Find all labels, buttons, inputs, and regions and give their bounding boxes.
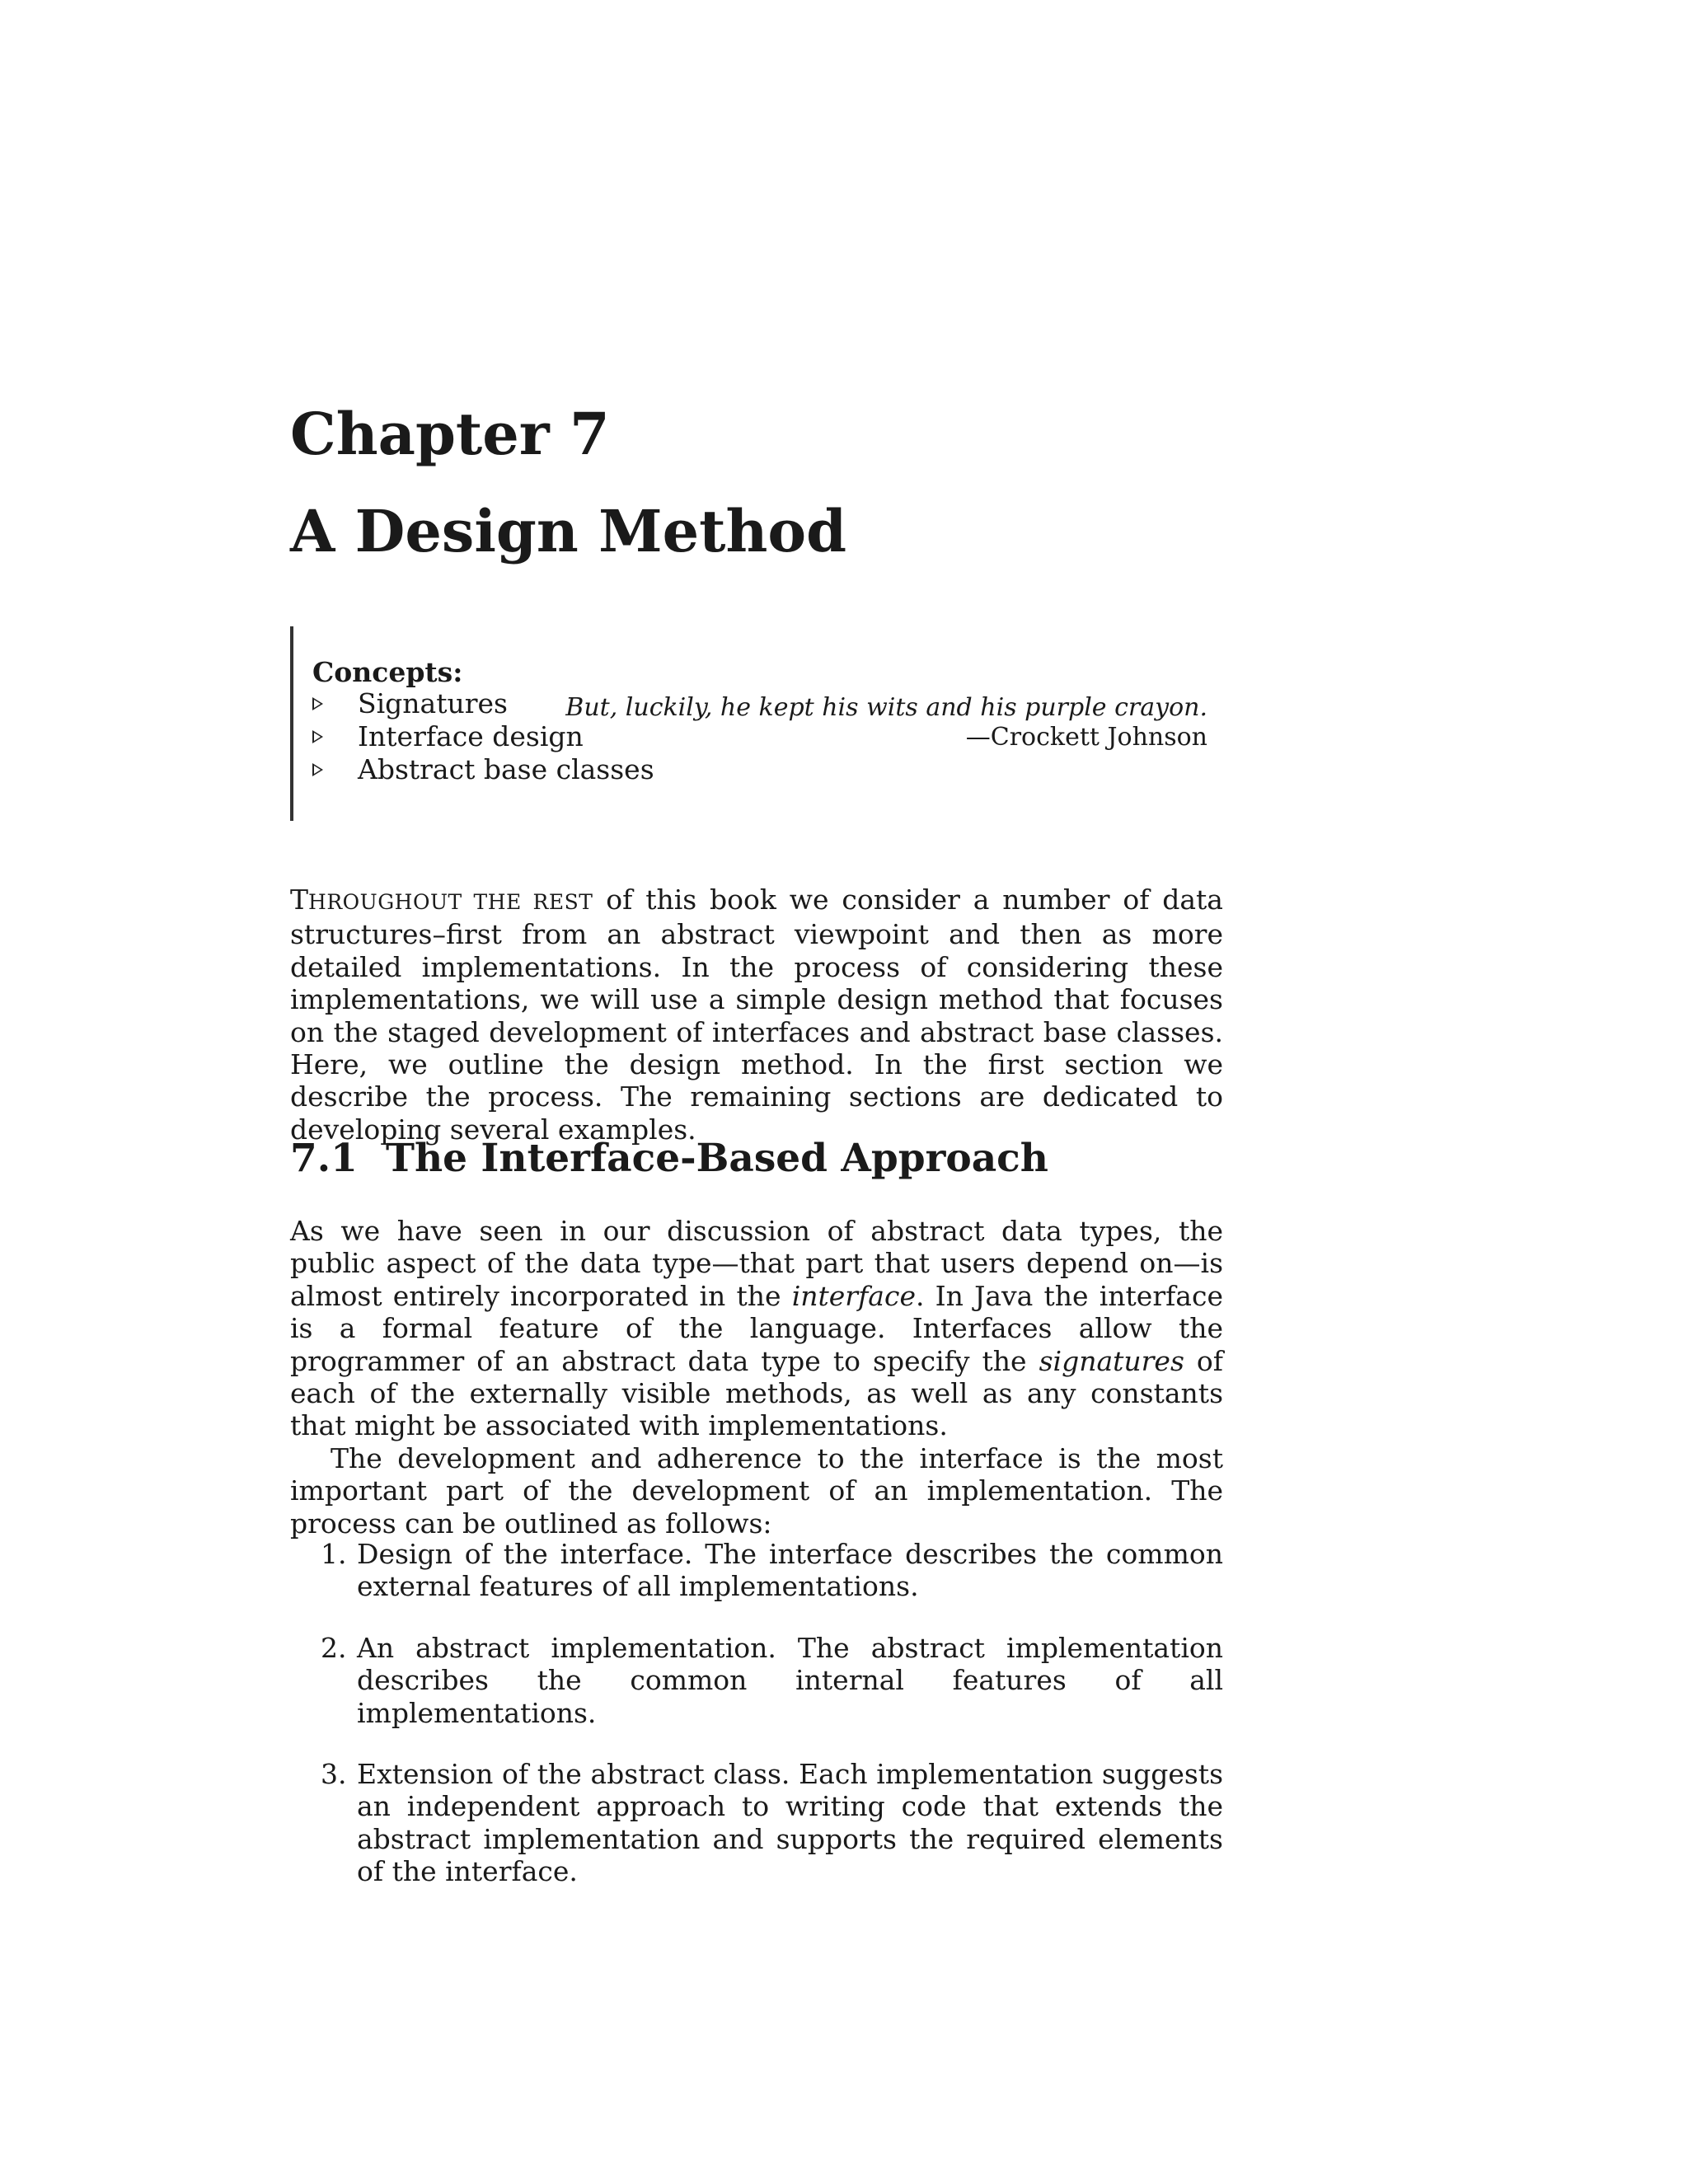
step-number: 1.: [321, 1538, 347, 1570]
triangle-bullet-icon: [312, 763, 323, 776]
intro-text: of this book we consider a number of data structures–first from an abstract viewpoint and then as more detailed implementations. In the process of considering these implementations, we will use a simple design method that focuses on the staged development of interfaces and abstract base classes. Here, we outline the design method. In the first section we describe the process. The remaining sections are dedicated to developing several examples.: [290, 883, 1223, 1146]
list-item: [290, 1632, 1223, 1729]
body-text: of each of the externally visible methods, as well as any constants that might be associated with implementations.: [290, 1344, 1223, 1442]
body-paragraph: [290, 1215, 1223, 1442]
emphasis-interface: interface: [791, 1279, 916, 1312]
list-item: [290, 1538, 1223, 1603]
section-title: The Interface-Based Approach: [386, 1136, 1048, 1181]
intro-lead-cap: T: [290, 883, 309, 916]
body-text: . In Java the interface is a formal feature of the language. Interfaces allow the programmer of an abstract data type to specify the: [290, 1279, 1223, 1377]
steps-list: [290, 1538, 1223, 1917]
section-heading: [290, 1134, 1048, 1183]
step-text: Design of the interface. The interface describes the common external features of all implementations.: [357, 1538, 1223, 1603]
epigraph-quote: But, luckily, he kept his wits and his purple crayon.: [565, 693, 1207, 722]
concepts-divider: [290, 626, 293, 821]
section-number: 7.1: [290, 1136, 358, 1181]
concept-item-label: Interface design: [358, 720, 584, 752]
epigraph-author: —Crockett Johnson: [965, 723, 1207, 752]
concept-item: [312, 753, 654, 786]
list-item: [290, 1758, 1223, 1888]
step-text: Extension of the abstract class. Each implementation suggests an independent approach to writing code that extends the abstract implementation and supports the required elements of the interface.: [357, 1758, 1223, 1888]
concept-item: [312, 720, 654, 753]
concept-item-label: Signatures: [358, 687, 508, 719]
intro-lead-small-caps: HROUGHOUT THE REST: [308, 890, 593, 914]
intro-paragraph: [290, 883, 1223, 1146]
body-text: As we have seen in our discussion of abstract data types, the public aspect of the data type—that part that users depend on—is almost entirely incorporated in the: [290, 1215, 1223, 1312]
step-text: An abstract implementation. The abstract implementation describes the common internal features of all implementations.: [357, 1631, 1223, 1729]
body-paragraph: The development and adherence to the interface is the most important part of the development of an implementation. The process can be outlined as follows:: [290, 1441, 1223, 1540]
step-number: 3.: [321, 1758, 347, 1791]
chapter-title: A Design Method: [290, 497, 847, 565]
emphasis-signatures: signatures: [1039, 1344, 1184, 1377]
section-body: [290, 1215, 1223, 1540]
concept-item-label: Abstract base classes: [358, 753, 654, 785]
step-number: 2.: [321, 1631, 347, 1664]
triangle-bullet-icon: [312, 697, 323, 710]
chapter-label: Chapter 7: [290, 400, 610, 468]
concepts-heading: Concepts:: [312, 656, 463, 688]
triangle-bullet-icon: [312, 730, 323, 743]
